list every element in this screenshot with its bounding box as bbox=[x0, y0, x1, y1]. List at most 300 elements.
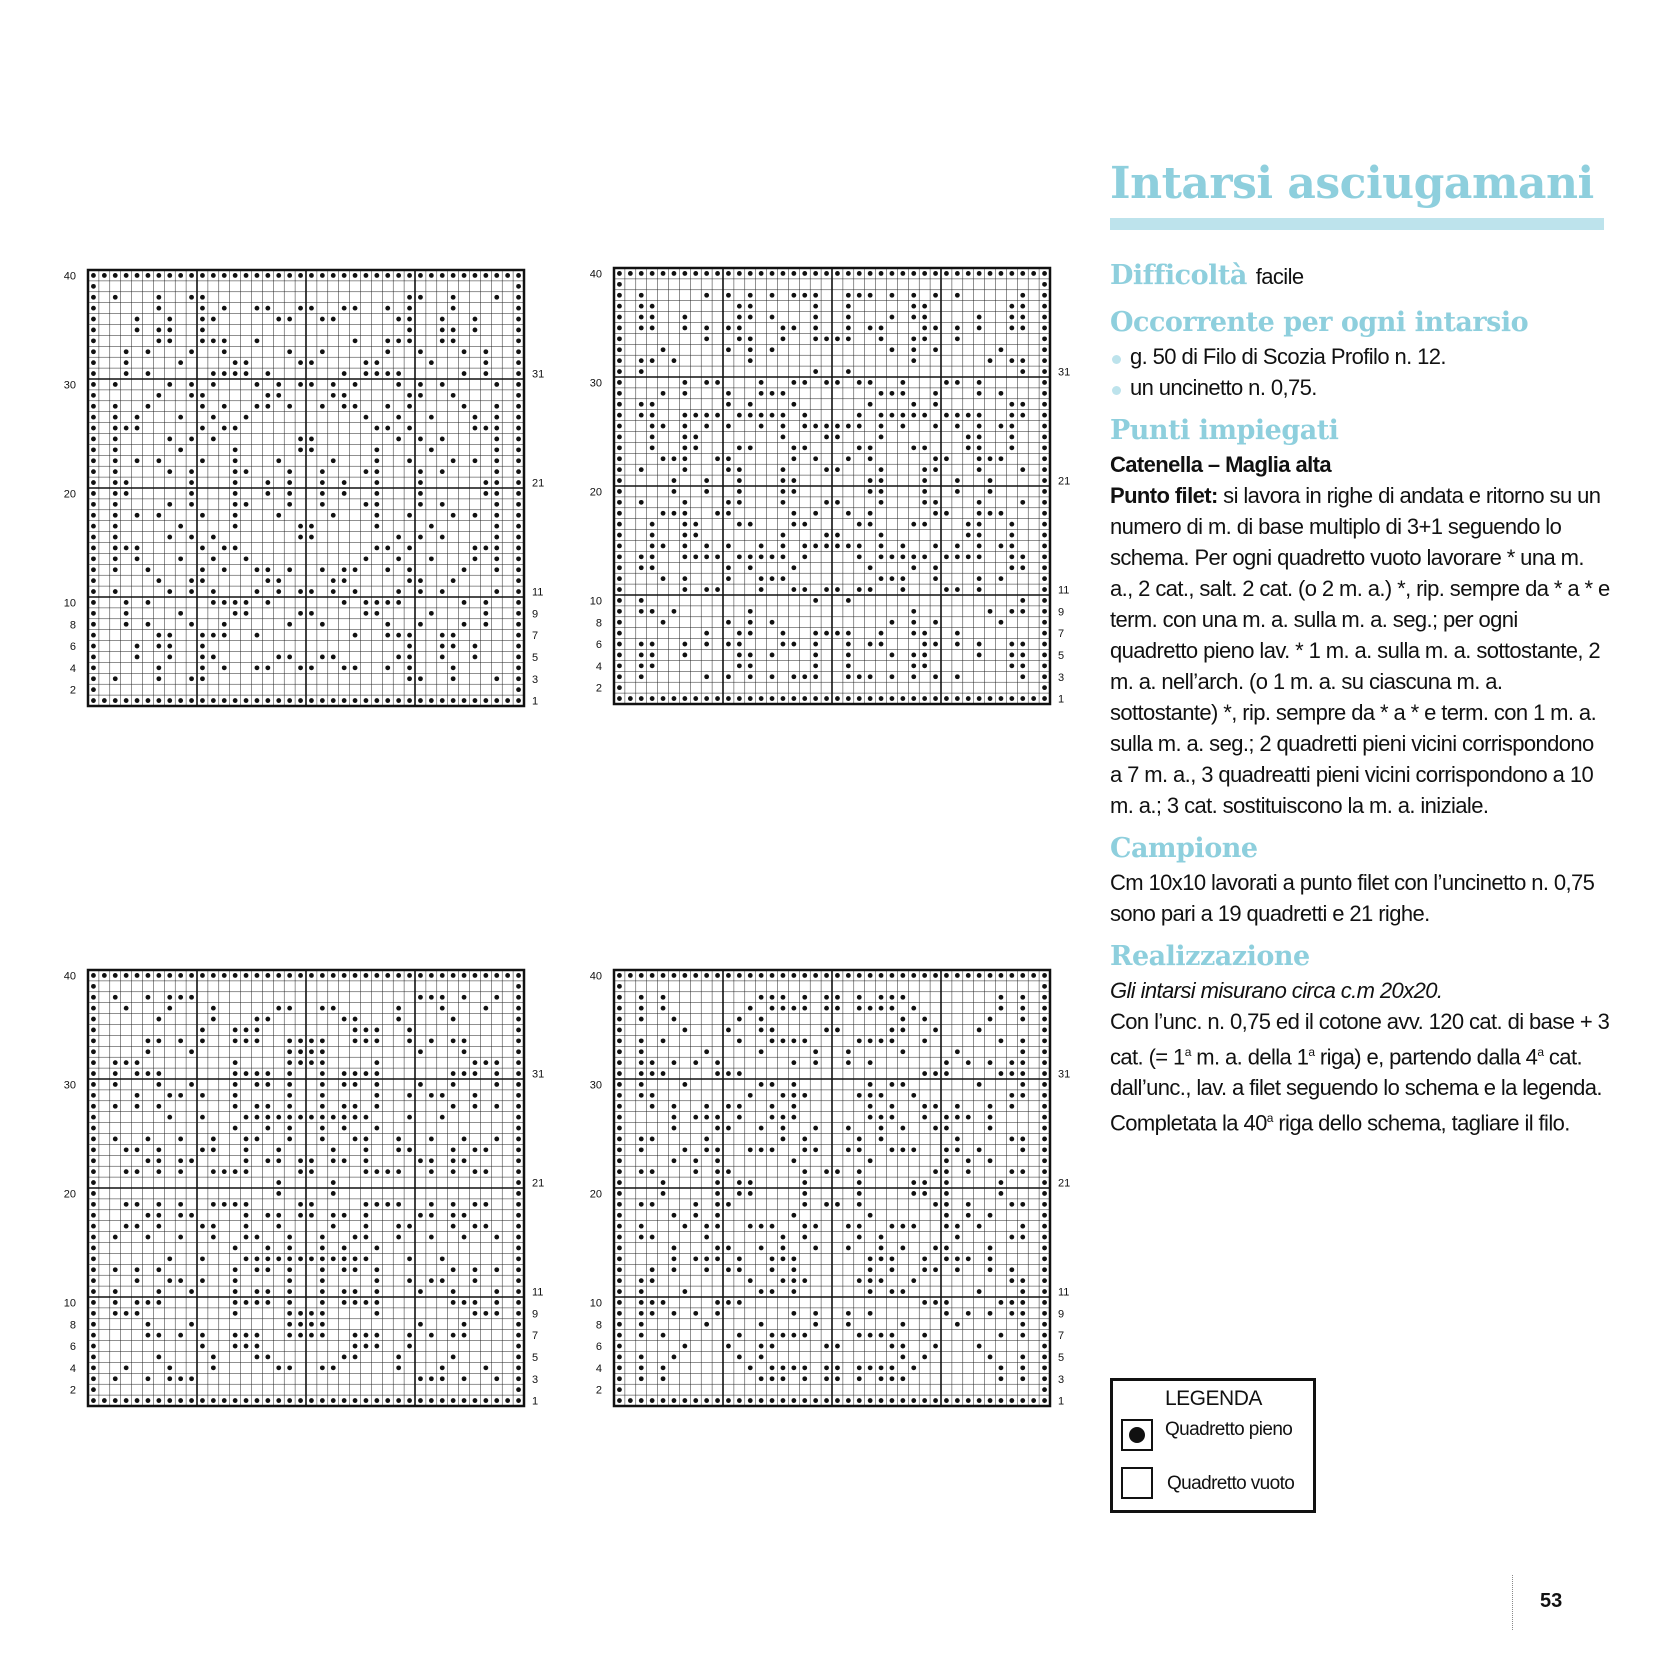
filled-cell-dot bbox=[451, 1300, 456, 1305]
filled-cell-dot bbox=[846, 653, 851, 658]
filled-cell-dot bbox=[342, 480, 347, 485]
filled-cell-dot bbox=[287, 317, 292, 322]
filled-cell-dot bbox=[650, 358, 655, 363]
filled-cell-dot bbox=[759, 1246, 764, 1251]
filled-cell-dot bbox=[813, 511, 818, 516]
filled-cell-dot bbox=[113, 1071, 118, 1076]
filled-cell-dot bbox=[418, 382, 423, 387]
row-label: 6 bbox=[69, 1341, 76, 1354]
filled-cell-dot bbox=[933, 620, 938, 625]
filled-cell-dot bbox=[868, 1158, 873, 1163]
filled-cell-dot bbox=[167, 1093, 172, 1098]
filled-cell-dot bbox=[682, 467, 687, 472]
filled-cell-dot bbox=[1042, 369, 1047, 374]
filled-cell-dot bbox=[200, 567, 205, 572]
filled-cell-dot bbox=[802, 1137, 807, 1142]
filled-cell-dot bbox=[704, 326, 709, 331]
filled-cell-dot bbox=[890, 1082, 895, 1087]
filled-cell-dot bbox=[167, 698, 172, 703]
filled-cell-dot bbox=[364, 1137, 369, 1142]
filled-cell-dot bbox=[462, 1235, 467, 1240]
filled-cell-dot bbox=[91, 1082, 96, 1087]
filled-cell-dot bbox=[483, 1147, 488, 1152]
filled-cell-dot bbox=[320, 480, 325, 485]
filled-cell-dot bbox=[857, 995, 862, 1000]
filled-cell-dot bbox=[167, 437, 172, 442]
filled-cell-dot bbox=[135, 1147, 140, 1152]
filled-cell-dot bbox=[516, 665, 521, 670]
filled-cell-dot bbox=[966, 413, 971, 418]
making-text: Con l’unc. n. 0,75 ed il cotone avv. 120 cat. di base + 3 cat. (= $1^a$ m. a. della 1$^a$ riga) e, partendo dalla 4$^a$ cat. dall’unc., lav. a filet seguendo lo schema e la legenda. Completata la 40$^a$ riga dello schema, tagliare il filo. bbox=[1110, 1009, 1610, 1136]
filled-cell-dot bbox=[922, 642, 927, 647]
stitches-subheading: Catenella – Maglia alta bbox=[1110, 452, 1331, 477]
filled-cell-dot bbox=[331, 1158, 336, 1163]
filled-cell-dot bbox=[1009, 1071, 1014, 1076]
filled-cell-dot bbox=[189, 295, 194, 300]
filled-cell-dot bbox=[693, 973, 698, 978]
filled-cell-dot bbox=[374, 1126, 379, 1131]
filled-cell-dot bbox=[516, 546, 521, 551]
filled-cell-dot bbox=[135, 458, 140, 463]
filled-cell-dot bbox=[91, 1267, 96, 1272]
filled-cell-dot bbox=[726, 391, 731, 396]
filled-cell-dot bbox=[879, 1115, 884, 1120]
filled-cell-dot bbox=[900, 544, 905, 549]
row-label: 3 bbox=[1058, 671, 1065, 684]
filled-cell-dot bbox=[222, 567, 227, 572]
filled-cell-dot bbox=[396, 556, 401, 561]
filled-cell-dot bbox=[331, 698, 336, 703]
filled-cell-dot bbox=[320, 655, 325, 660]
filled-cell-dot bbox=[846, 511, 851, 516]
filled-cell-dot bbox=[715, 1169, 720, 1174]
filled-cell-dot bbox=[255, 1104, 260, 1109]
filled-cell-dot bbox=[857, 554, 862, 559]
legend-empty-label: Quadretto vuoto bbox=[1167, 1473, 1295, 1494]
filled-cell-dot bbox=[396, 600, 401, 605]
filled-cell-dot bbox=[516, 676, 521, 681]
filled-cell-dot bbox=[178, 1038, 183, 1043]
filled-cell-dot bbox=[802, 1191, 807, 1196]
filled-cell-dot bbox=[846, 1126, 851, 1131]
filled-cell-dot bbox=[1042, 1398, 1047, 1403]
filled-cell-dot bbox=[770, 1256, 775, 1261]
filled-cell-dot bbox=[244, 1333, 249, 1338]
filled-cell-dot bbox=[813, 598, 818, 603]
filled-cell-dot bbox=[494, 513, 499, 518]
filled-cell-dot bbox=[955, 544, 960, 549]
filled-cell-dot bbox=[91, 1355, 96, 1360]
filled-cell-dot bbox=[988, 973, 993, 978]
filled-cell-dot bbox=[879, 424, 884, 429]
filled-cell-dot bbox=[737, 467, 742, 472]
filled-cell-dot bbox=[639, 1049, 644, 1054]
filled-cell-dot bbox=[233, 1289, 238, 1294]
row-label: 21 bbox=[1058, 1177, 1071, 1190]
filled-cell-dot bbox=[693, 1311, 698, 1316]
filled-cell-dot bbox=[516, 1093, 521, 1098]
filled-cell-dot bbox=[462, 1137, 467, 1142]
filled-cell-dot bbox=[791, 642, 796, 647]
filled-cell-dot bbox=[287, 1322, 292, 1327]
filled-cell-dot bbox=[309, 1333, 314, 1338]
filled-cell-dot bbox=[748, 1365, 753, 1370]
filled-cell-dot bbox=[737, 304, 742, 309]
filled-cell-dot bbox=[726, 696, 731, 701]
filled-cell-dot bbox=[200, 1224, 205, 1229]
filled-cell-dot bbox=[759, 1322, 764, 1327]
filled-cell-dot bbox=[222, 426, 227, 431]
filled-cell-dot bbox=[922, 1071, 927, 1076]
filled-cell-dot bbox=[748, 1398, 753, 1403]
filled-cell-dot bbox=[791, 271, 796, 276]
filled-cell-dot bbox=[167, 1006, 172, 1011]
filled-cell-dot bbox=[911, 1191, 916, 1196]
filled-cell-dot bbox=[639, 1137, 644, 1142]
filled-cell-dot bbox=[309, 611, 314, 616]
filled-cell-dot bbox=[462, 1049, 467, 1054]
filled-cell-dot bbox=[516, 611, 521, 616]
filled-cell-dot bbox=[890, 1256, 895, 1261]
filled-cell-dot bbox=[91, 1147, 96, 1152]
filled-cell-dot bbox=[287, 1235, 292, 1240]
filled-cell-dot bbox=[233, 546, 238, 551]
filled-cell-dot bbox=[966, 1213, 971, 1218]
filled-cell-dot bbox=[890, 674, 895, 679]
filled-cell-dot bbox=[737, 1017, 742, 1022]
filled-cell-dot bbox=[331, 578, 336, 583]
filled-cell-dot bbox=[857, 696, 862, 701]
filled-cell-dot bbox=[222, 600, 227, 605]
filled-cell-dot bbox=[473, 1147, 478, 1152]
row-label: 31 bbox=[532, 1068, 545, 1081]
row-label: 31 bbox=[1058, 1068, 1071, 1081]
filled-cell-dot bbox=[473, 1060, 478, 1065]
filled-cell-dot bbox=[868, 642, 873, 647]
filled-cell-dot bbox=[759, 1289, 764, 1294]
filled-cell-dot bbox=[759, 1017, 764, 1022]
filled-cell-dot bbox=[868, 587, 873, 592]
filled-cell-dot bbox=[1009, 696, 1014, 701]
filled-cell-dot bbox=[331, 1006, 336, 1011]
filled-cell-dot bbox=[791, 1093, 796, 1098]
filled-cell-dot bbox=[156, 1017, 161, 1022]
filled-cell-dot bbox=[222, 306, 227, 311]
filled-cell-dot bbox=[922, 478, 927, 483]
filled-cell-dot bbox=[922, 336, 927, 341]
filled-cell-dot bbox=[516, 1038, 521, 1043]
filled-cell-dot bbox=[879, 326, 884, 331]
filled-cell-dot bbox=[287, 1093, 292, 1098]
filled-cell-dot bbox=[857, 1038, 862, 1043]
filled-cell-dot bbox=[1042, 1267, 1047, 1272]
filled-cell-dot bbox=[781, 544, 786, 549]
filled-cell-dot bbox=[933, 1300, 938, 1305]
filled-cell-dot bbox=[331, 393, 336, 398]
filled-cell-dot bbox=[124, 360, 129, 365]
filled-cell-dot bbox=[364, 502, 369, 507]
filled-cell-dot bbox=[309, 382, 314, 387]
filled-cell-dot bbox=[156, 273, 161, 278]
filled-cell-dot bbox=[483, 349, 488, 354]
filled-cell-dot bbox=[726, 347, 731, 352]
filled-cell-dot bbox=[298, 306, 303, 311]
filled-cell-dot bbox=[661, 620, 666, 625]
filled-cell-dot bbox=[617, 554, 622, 559]
filled-cell-dot bbox=[418, 578, 423, 583]
filled-cell-dot bbox=[440, 317, 445, 322]
filled-cell-dot bbox=[156, 1147, 161, 1152]
filled-cell-dot bbox=[846, 973, 851, 978]
filled-cell-dot bbox=[617, 1147, 622, 1152]
filled-cell-dot bbox=[309, 306, 314, 311]
filled-cell-dot bbox=[287, 480, 292, 485]
filled-cell-dot bbox=[617, 1355, 622, 1360]
filled-cell-dot bbox=[835, 271, 840, 276]
filled-cell-dot bbox=[178, 1169, 183, 1174]
filled-cell-dot bbox=[211, 1365, 216, 1370]
filled-cell-dot bbox=[966, 1311, 971, 1316]
filled-cell-dot bbox=[1020, 642, 1025, 647]
filled-cell-dot bbox=[429, 273, 434, 278]
filled-cell-dot bbox=[91, 306, 96, 311]
filled-cell-dot bbox=[233, 1246, 238, 1251]
filled-cell-dot bbox=[451, 698, 456, 703]
filled-cell-dot bbox=[857, 674, 862, 679]
filled-cell-dot bbox=[265, 1213, 270, 1218]
filled-cell-dot bbox=[156, 458, 161, 463]
filled-cell-dot bbox=[342, 1071, 347, 1076]
filled-cell-dot bbox=[672, 358, 677, 363]
filled-cell-dot bbox=[396, 1147, 401, 1152]
filled-cell-dot bbox=[988, 478, 993, 483]
filled-cell-dot bbox=[516, 393, 521, 398]
filled-cell-dot bbox=[113, 513, 118, 518]
filled-cell-dot bbox=[868, 1333, 873, 1338]
filled-cell-dot bbox=[737, 500, 742, 505]
filled-cell-dot bbox=[135, 1060, 140, 1065]
filled-cell-dot bbox=[124, 1398, 129, 1403]
filled-cell-dot bbox=[244, 371, 249, 376]
filled-cell-dot bbox=[770, 576, 775, 581]
filled-cell-dot bbox=[748, 445, 753, 450]
filled-cell-dot bbox=[672, 1311, 677, 1316]
filled-cell-dot bbox=[617, 663, 622, 668]
filled-cell-dot bbox=[1020, 973, 1025, 978]
filled-cell-dot bbox=[813, 973, 818, 978]
filled-cell-dot bbox=[113, 556, 118, 561]
filled-cell-dot bbox=[516, 1365, 521, 1370]
filled-cell-dot bbox=[944, 587, 949, 592]
filled-cell-dot bbox=[824, 336, 829, 341]
filled-cell-dot bbox=[922, 1115, 927, 1120]
difficulty-heading: Difficoltà facile bbox=[1110, 260, 1304, 291]
filled-cell-dot bbox=[287, 698, 292, 703]
filled-cell-dot bbox=[516, 1028, 521, 1033]
filled-cell-dot bbox=[309, 1115, 314, 1120]
filled-cell-dot bbox=[802, 1365, 807, 1370]
row-label: 10 bbox=[589, 1297, 602, 1310]
filled-cell-dot bbox=[911, 674, 916, 679]
filled-cell-dot bbox=[91, 1289, 96, 1294]
filled-cell-dot bbox=[835, 336, 840, 341]
filled-cell-dot bbox=[156, 1104, 161, 1109]
filled-cell-dot bbox=[255, 1333, 260, 1338]
filled-cell-dot bbox=[911, 620, 916, 625]
filled-cell-dot bbox=[167, 1376, 172, 1381]
filled-cell-dot bbox=[462, 1038, 467, 1043]
filled-cell-dot bbox=[1009, 544, 1014, 549]
filled-cell-dot bbox=[682, 1082, 687, 1087]
filled-cell-dot bbox=[977, 653, 982, 658]
filled-cell-dot bbox=[879, 533, 884, 538]
filled-cell-dot bbox=[189, 491, 194, 496]
filled-cell-dot bbox=[396, 1235, 401, 1240]
filled-cell-dot bbox=[320, 1300, 325, 1305]
filled-cell-dot bbox=[879, 500, 884, 505]
filled-cell-dot bbox=[770, 1147, 775, 1152]
filled-cell-dot bbox=[298, 273, 303, 278]
filled-cell-dot bbox=[364, 1213, 369, 1218]
filled-cell-dot bbox=[353, 1300, 358, 1305]
filled-cell-dot bbox=[91, 984, 96, 989]
filled-cell-dot bbox=[516, 1082, 521, 1087]
filled-cell-dot bbox=[91, 1104, 96, 1109]
row-label: 30 bbox=[63, 379, 76, 392]
filled-cell-dot bbox=[516, 578, 521, 583]
filled-cell-dot bbox=[200, 1038, 205, 1043]
filled-cell-dot bbox=[813, 674, 818, 679]
filled-cell-dot bbox=[516, 1398, 521, 1403]
filled-cell-dot bbox=[911, 522, 916, 527]
filled-cell-dot bbox=[385, 338, 390, 343]
filled-cell-dot bbox=[857, 544, 862, 549]
filled-cell-dot bbox=[846, 1060, 851, 1065]
filled-cell-dot bbox=[309, 698, 314, 703]
filled-cell-dot bbox=[211, 698, 216, 703]
filled-cell-dot bbox=[857, 1137, 862, 1142]
filled-cell-dot bbox=[977, 271, 982, 276]
filled-cell-dot bbox=[1042, 1158, 1047, 1163]
filled-cell-dot bbox=[211, 633, 216, 638]
filled-cell-dot bbox=[1042, 1028, 1047, 1033]
filled-cell-dot bbox=[342, 567, 347, 572]
filled-cell-dot bbox=[879, 642, 884, 647]
filled-cell-dot bbox=[156, 306, 161, 311]
filled-cell-dot bbox=[494, 1235, 499, 1240]
row-label: 30 bbox=[63, 1079, 76, 1092]
filled-cell-dot bbox=[639, 1300, 644, 1305]
filled-cell-dot bbox=[516, 317, 521, 322]
filled-cell-dot bbox=[879, 1398, 884, 1403]
filled-cell-dot bbox=[1042, 1060, 1047, 1065]
filled-cell-dot bbox=[879, 1235, 884, 1240]
filled-cell-dot bbox=[988, 1256, 993, 1261]
filled-cell-dot bbox=[944, 554, 949, 559]
filled-cell-dot bbox=[91, 284, 96, 289]
filled-cell-dot bbox=[1020, 326, 1025, 331]
filled-cell-dot bbox=[91, 491, 96, 496]
filled-cell-dot bbox=[988, 609, 993, 614]
filled-cell-dot bbox=[451, 1224, 456, 1229]
filled-cell-dot bbox=[298, 1049, 303, 1054]
filled-cell-dot bbox=[516, 415, 521, 420]
filled-cell-dot bbox=[802, 1180, 807, 1185]
filled-cell-dot bbox=[813, 1311, 818, 1316]
filled-cell-dot bbox=[1020, 696, 1025, 701]
filled-cell-dot bbox=[802, 1235, 807, 1240]
filled-cell-dot bbox=[244, 415, 249, 420]
filled-cell-dot bbox=[1042, 380, 1047, 385]
filled-cell-dot bbox=[781, 1093, 786, 1098]
filled-cell-dot bbox=[451, 1169, 456, 1174]
filled-cell-dot bbox=[650, 565, 655, 570]
filled-cell-dot bbox=[146, 1235, 151, 1240]
filled-cell-dot bbox=[516, 295, 521, 300]
filled-cell-dot bbox=[617, 271, 622, 276]
filled-cell-dot bbox=[189, 1049, 194, 1054]
filled-cell-dot bbox=[494, 469, 499, 474]
filled-cell-dot bbox=[988, 1355, 993, 1360]
filled-cell-dot bbox=[955, 696, 960, 701]
filled-cell-dot bbox=[265, 480, 270, 485]
filled-cell-dot bbox=[791, 489, 796, 494]
filled-cell-dot bbox=[353, 665, 358, 670]
filled-cell-dot bbox=[955, 973, 960, 978]
filled-cell-dot bbox=[726, 544, 731, 549]
filled-cell-dot bbox=[672, 1158, 677, 1163]
filled-cell-dot bbox=[124, 426, 129, 431]
filled-cell-dot bbox=[233, 611, 238, 616]
filled-cell-dot bbox=[759, 1082, 764, 1087]
filled-cell-dot bbox=[639, 1017, 644, 1022]
filled-cell-dot bbox=[879, 696, 884, 701]
filled-cell-dot bbox=[824, 424, 829, 429]
filled-cell-dot bbox=[146, 1049, 151, 1054]
filled-cell-dot bbox=[287, 469, 292, 474]
filled-cell-dot bbox=[353, 1028, 358, 1033]
filled-cell-dot bbox=[737, 326, 742, 331]
filled-cell-dot bbox=[320, 1071, 325, 1076]
filled-cell-dot bbox=[682, 1398, 687, 1403]
filled-cell-dot bbox=[178, 1333, 183, 1338]
filled-cell-dot bbox=[933, 576, 938, 581]
filled-cell-dot bbox=[802, 1333, 807, 1338]
filled-cell-dot bbox=[813, 424, 818, 429]
filled-cell-dot bbox=[385, 426, 390, 431]
filled-cell-dot bbox=[846, 1398, 851, 1403]
filled-cell-dot bbox=[672, 1267, 677, 1272]
filled-cell-dot bbox=[353, 1267, 358, 1272]
filled-cell-dot bbox=[857, 1006, 862, 1011]
filled-cell-dot bbox=[156, 1355, 161, 1360]
filled-cell-dot bbox=[617, 1213, 622, 1218]
filled-cell-dot bbox=[451, 1355, 456, 1360]
filled-cell-dot bbox=[999, 1398, 1004, 1403]
filled-cell-dot bbox=[715, 511, 720, 516]
filled-cell-dot bbox=[802, 674, 807, 679]
filled-cell-dot bbox=[617, 347, 622, 352]
row-label: 7 bbox=[1058, 628, 1065, 641]
filled-cell-dot bbox=[396, 415, 401, 420]
filled-cell-dot bbox=[944, 1398, 949, 1403]
filled-cell-dot bbox=[156, 1071, 161, 1076]
filled-cell-dot bbox=[298, 1115, 303, 1120]
filled-cell-dot bbox=[233, 1104, 238, 1109]
filled-cell-dot bbox=[298, 1322, 303, 1327]
filled-cell-dot bbox=[857, 1333, 862, 1338]
filled-cell-dot bbox=[483, 480, 488, 485]
